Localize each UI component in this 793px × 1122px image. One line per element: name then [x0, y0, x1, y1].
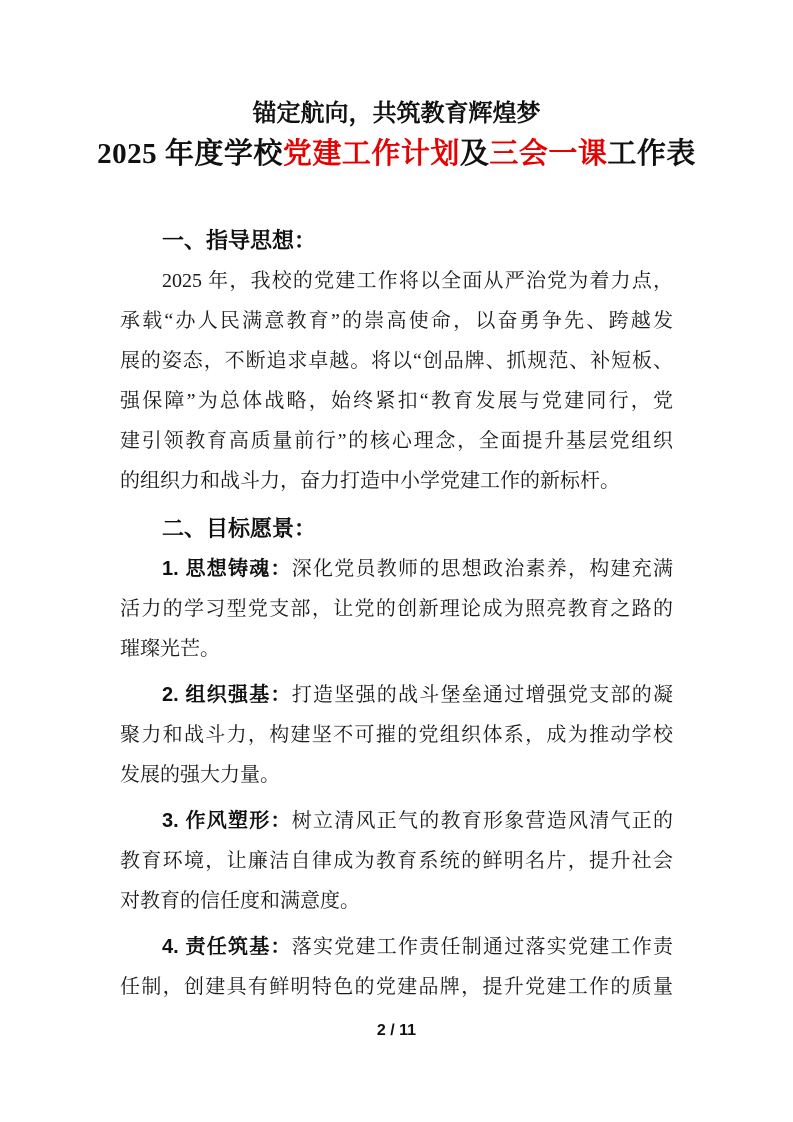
text-line: 的组织力和战斗力，奋力打造中小学党建工作的新标杆。 [120, 470, 620, 492]
document-subtitle: 锚定航向，共筑教育辉煌梦 [252, 100, 541, 127]
item-label: 3. 作风塑形： [162, 810, 292, 832]
text-line: 2025 年，我校的党建工作将以全面从严治党为着力点， [162, 270, 673, 292]
text-line: 展的姿态，不断追求卓越。将以“创品牌、抓规范、补短板、 [120, 350, 673, 372]
paragraph [120, 801, 673, 921]
paragraph [120, 549, 673, 669]
text-line: 1. 思想铸魂：深化党员教师的思想政治素养，构建充满 [162, 558, 673, 580]
title-text: 2025 年度学校 [97, 138, 283, 170]
item-label: 1. 思想铸魂： [162, 558, 292, 580]
text-line: 承载“办人民满意教育”的崇高使命，以奋勇争先、跨越发 [120, 310, 673, 332]
text-line: 建引领教育高质量前行”的核心理念，全面提升基层党组织 [120, 430, 673, 452]
text-line: 4. 责任筑基：落实党建工作责任制通过落实党建工作责 [162, 936, 673, 958]
section-heading: 二、目标愿景： [162, 516, 317, 541]
paragraph [120, 261, 673, 501]
text-line: 任制，创建具有鲜明特色的党建品牌，提升党建工作的质量 [120, 976, 673, 998]
text-line: 聚力和战斗力，构建坚不可摧的党组织体系，成为推动学校 [120, 724, 673, 746]
text-line: 教育环境，让廉洁自律成为教育系统的鲜明名片，提升社会 [120, 850, 673, 872]
item-label: 2. 组织强基： [162, 684, 292, 706]
title-highlight-red: 党建工作计划 [282, 138, 460, 170]
item-label: 4. 责任筑基： [162, 936, 292, 958]
section-heading: 一、指导思想： [162, 228, 317, 253]
paragraph [120, 675, 673, 795]
text-line: 强保障”为总体战略，始终紧扣“教育发展与党建同行，党 [120, 390, 673, 412]
text-line: 发展的强大力量。 [120, 764, 280, 786]
title-text: 及 [459, 138, 490, 170]
text-line: 对教育的信任度和满意度。 [120, 890, 360, 912]
title-highlight-red: 三会一课 [489, 138, 608, 170]
text-line: 璀璨光芒。 [120, 638, 220, 660]
document-title [0, 136, 793, 172]
title-text: 工作表 [607, 138, 696, 170]
text-line: 活力的学习型党支部，让党的创新理论成为照亮教育之路的 [120, 598, 673, 620]
text-line: 2. 组织强基：打造坚强的战斗堡垒通过增强党支部的凝 [162, 684, 673, 706]
text-line: 3. 作风塑形：树立清风正气的教育形象营造风清气正的 [162, 810, 673, 832]
paragraph [120, 927, 673, 1007]
document-body [120, 221, 673, 1007]
page-number: 2 / 11 [376, 1022, 417, 1039]
